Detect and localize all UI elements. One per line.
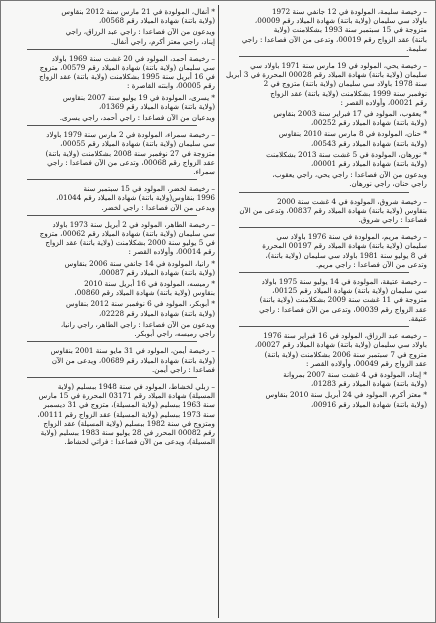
entry-line: سي سليمان (ولاية باتنة) شهادة الميلاد رقم 00062، متزوج — [39, 229, 215, 239]
entry-line: باتنة) عقد الزواج رقم 00019، وتدعى من الآن فصاعدا : راجي — [241, 34, 427, 44]
entry-line: راجي رميسه، راجي أبوبكر. — [134, 329, 215, 339]
entry-separator — [239, 272, 409, 273]
entry-line: (ولاية باتنة) شهادة الميلاد رقم 00001، — [310, 159, 427, 169]
decree-entry — [9, 184, 215, 212]
entry-line: وتدعى من الآن فصاعدا : راجي مريم. — [315, 259, 427, 269]
entry-line: المسيلة)، ويدعى من الآن فصاعدا : فراتي لخشاط. — [64, 437, 215, 447]
entry-separator — [239, 56, 409, 57]
entry-line: سي سليمان (ولاية باتنة) شهادة الميلاد رقم 00579، متزوج — [39, 63, 215, 73]
entry-line: في 8 يوليو سنة 1981 باولاد سي سليمان (ولاية باتنة)، — [265, 250, 427, 260]
entry-line: باولاد سي سليمان (ولاية باتنة) شهادة الميلاد رقم 00027، — [254, 340, 427, 350]
decree-entry — [9, 259, 215, 277]
entry-line: – رخيصة أحمد، المولود في 20 غشت سنة 1969 باولاد — [51, 53, 215, 63]
entry-separator — [27, 341, 197, 342]
entry-line: باولاد سي سليمان (ولاية باتنة) شهادة الميلاد رقم 00009، — [254, 16, 427, 26]
entry-line: عتيقة. — [408, 313, 427, 323]
entry-separator — [27, 377, 197, 378]
entry-line: – رخيصة يحي، المولود في 19 مارس سنة 1971 باولاد سي — [250, 61, 427, 71]
decree-entry — [221, 109, 427, 127]
entry-line: رقم 00014، وأولاده القصر : — [128, 247, 215, 257]
decree-entry — [9, 220, 215, 257]
entry-line: ويدعيان من الآن فصاعدا : راجي أحمد، راجي يسرى. — [59, 113, 215, 123]
entry-line: سنة 1973 ببسليم (ولاية المسيلة) عقد الزواج رقم 00111، — [37, 409, 215, 419]
entry-line: سليمان (ولاية باتنة) شهادة الميلاد رقم 00028 المحررة في 3 أبريل — [226, 70, 427, 80]
entry-line: رقم 00082 المحرر في 28 يوليو سنة 1983 ببسليم (ولاية — [40, 427, 215, 437]
entry-line: سنة 1978 باولاد سي سليمان (ولاية باتنة) متزوج في 2 — [263, 79, 427, 89]
entry-line: * أبوبكر، المولود في 6 نوفمبر سنة 2012 بنقاوس — [65, 299, 215, 309]
entry-line: – رخيصة عتيقة، المولودة في 14 يوليو سنة 1975 باولاد — [261, 277, 427, 287]
entry-line: – رخيصة شروق، المولودة في 4 غشت سنة 2000 — [277, 196, 427, 206]
entry-line: بنقاوس (ولاية باتنة) شهادة الميلاد رقم 00860، — [74, 288, 215, 298]
right-column — [221, 7, 427, 618]
entry-line: (ولاية باتنة) شهادة الميلاد رقم 01283، — [310, 379, 427, 389]
decree-entry — [221, 7, 427, 53]
left-column — [9, 7, 215, 618]
entry-line: سمراء. — [193, 167, 215, 177]
entry-line: – رخيصة مريم، المولودة في سنة 1976 باولاد سي — [276, 232, 427, 242]
column-divider — [218, 5, 219, 618]
entry-line: عقد الزواج رقم 00039، وتدعى من الآن فصاعدا : راجي — [259, 304, 427, 314]
entry-line: راجي حنان، راجي نورهان. — [349, 179, 427, 189]
entry-line: سي سليمان (ولاية باتنة) شهادة الميلاد رقم 00055، — [60, 139, 215, 149]
entry-line: * رانيا، المولودة في 14 جانفي سنة 2006 بنقاوس — [64, 258, 215, 268]
entry-separator — [27, 179, 197, 180]
entry-line: ومتزوج في سنة 1982 ببسليم (ولاية المسيلة) عقد الزواج — [43, 418, 215, 428]
entry-line: ويدعون من الآن فصاعدا : راجي الطاهر، راجي رانيا، — [60, 319, 215, 329]
decree-entry — [221, 61, 427, 107]
entry-line: متزوج في 7 سبتمبر سنة 2006 بشكلامنت (ولاية باتنة) — [264, 349, 427, 359]
entry-line: متزوجة في 11 غشت سنة 2009 بشكلامنت (ولاية باتنة) — [259, 295, 427, 305]
entry-line: فصاعدا : راجي أيمن. — [151, 364, 215, 374]
entry-line: – رخيصة أيمن، المولود في 31 مايو سنة 2001 بنقاوس — [50, 346, 215, 356]
decree-entry — [9, 279, 215, 297]
entry-line: متزوجة في 15 سبتمبر سنة 1993 بشكلامنت (ولاية — [273, 25, 427, 35]
entry-line: في 5 يوليو سنة 2000 بشكلامنت (ولاية باتنة) عقد الزواج — [45, 238, 215, 248]
decree-entry — [221, 370, 427, 388]
entry-line: 1996 بنقاوس(ولاية باتنة) شهادة الميلاد رقم 01044، — [56, 193, 215, 203]
decree-entry — [221, 129, 427, 147]
entry-line: عقد الزواج رقم 00049، وأولاده القصر : — [305, 358, 427, 368]
entry-line: رقم 00005، وابنته القاصرة : — [127, 81, 215, 91]
decree-entry — [9, 93, 215, 111]
entry-line: إيناد، راجي معتز أكرم، راجي أنفال. — [110, 36, 215, 46]
entry-line: * معتز أكرم، المولود في 24 أبريل سنة 2010 بنقاوس — [265, 390, 427, 400]
entry-line: سليمة. — [406, 43, 427, 53]
decree-entry — [9, 27, 215, 45]
entry-line: (ولاية باتنة) شهادة الميلاد رقم 00689، ويدعى من الآن — [51, 355, 215, 365]
entry-line: – زبلي لخشاط، المولود في سنة 1948 ببسليم (ولاية — [57, 381, 215, 391]
decree-entry — [221, 170, 427, 188]
entry-line: – رخيصه عبد الرزاق، المولود في 16 فبراير سنة 1976 — [263, 331, 427, 341]
entry-separator — [239, 192, 409, 193]
entry-line: (ولاية باتنة) شهادة الميلاد رقم 00543، — [310, 138, 427, 148]
entry-separator — [27, 125, 197, 126]
decree-entry — [9, 346, 215, 374]
entry-line: * نورهان، المولودة في 5 غشت سنة 2013 بشكلامنت — [266, 149, 427, 159]
entry-line: – رخيصة الطاهر، المولود في 2 أبريل سنة 1973 باولاد — [52, 219, 215, 229]
entry-line: (ولاية باتنة) شهادة الميلاد رقم 01369، — [98, 101, 215, 111]
entry-line: سليمان (ولاية باتنة) شهادة الميلاد رقم 00197 المحررة — [262, 241, 427, 251]
entry-line: بنقاوس (ولاية باتنة) شهادة الميلاد رقم 00837، وتدعى من الآن — [239, 205, 427, 215]
entry-line: * أنفال، المولودة في 21 مارس سنة 2012 بنقاوس — [61, 7, 215, 16]
entry-line: * يعقوب، المولود في 17 فبراير سنة 2003 بنقاوس — [273, 109, 427, 119]
decree-entry — [221, 150, 427, 168]
entry-line: ويدعون من الآن فصاعدا : راجي يحي، راجي يعقوب، — [272, 170, 427, 180]
entry-separator — [239, 326, 409, 327]
entry-line: المسيلة) شهادة الميلاد رقم 03171 المحررة في 15 مارس — [38, 391, 215, 401]
entry-line: سنة 1963 ببسليم (ولاية المسيلة)، متزوج في 31 ديسمبر — [43, 400, 215, 410]
entry-line: (ولاية باتنة) شهادة الميلاد رقم 00568، — [98, 16, 215, 26]
entry-line: * يسرى، المولودة في 19 يوليو سنة 2007 بنقاوس — [62, 92, 215, 102]
decree-entry — [221, 390, 427, 408]
entry-line: ويدعى من الآن فصاعدا : راجي لخضر. — [101, 202, 215, 212]
decree-entry — [221, 331, 427, 368]
entry-line: * إيناد، المولودة في 4 غشت سنة 2007 بمروانة — [283, 369, 427, 379]
entry-separator — [239, 227, 409, 228]
entry-line: ويدعون من الآن فصاعدا : راجي عبد الرزاق، راجي — [65, 27, 215, 37]
entry-line: * رميسه، المولودة في 16 أبريل سنة 2010 — [84, 279, 215, 289]
decree-entry — [9, 299, 215, 317]
entry-line: سي سليمان (ولاية باتنة) شهادة الميلاد رقم 00125، — [272, 286, 427, 296]
entry-line: – رخيصة سليمة، المولودة في 12 جانفي سنة 1972 — [271, 7, 427, 16]
entry-line: نوفمبر سنة 1999 بشكلامنت (ولاية باتنة) عقد الزواج — [270, 88, 427, 98]
entry-separator — [27, 49, 197, 50]
decree-entry — [9, 320, 215, 338]
entry-line: – رخيصة لخضر، المولود في 15 سبتمبر سنة — [83, 184, 215, 194]
entry-line: رقم 00021، وأولاده القصر : — [340, 97, 427, 107]
decree-entry — [9, 54, 215, 91]
entry-separator — [27, 215, 197, 216]
entry-line: في 16 أبريل سنة 1995 بشكلامنت (ولاية باتنة) عقد الزواج — [39, 72, 215, 82]
entry-line: متزوجة في 27 نوفمبر سنة 2008 بشكلامنت (ولاية باتنة) — [45, 148, 215, 158]
decree-entry — [221, 277, 427, 323]
decree-entry — [9, 382, 215, 446]
entry-line: (ولاية باتنة) شهادة الميلاد رقم 00916، — [310, 399, 427, 409]
entry-line: (ولاية باتنة) شهادة الميلاد رقم 00252، — [310, 118, 427, 128]
decree-entry — [221, 232, 427, 269]
decree-entry — [9, 113, 215, 122]
entry-line: (ولاية باتنة) شهادة الميلاد رقم 02228، — [98, 308, 215, 318]
entry-line: فصاعدا : راجي شروق. — [358, 215, 427, 225]
decree-entry — [9, 130, 215, 176]
decree-entry — [221, 197, 427, 225]
entry-line: (ولاية باتنة) شهادة الميلاد رقم 00087، — [98, 267, 215, 277]
entry-line: عقد الزواج رقم 00068، وتدعى من الآن فصاعدا : راجي — [47, 157, 215, 167]
entry-line: * حنان، المولودة في 8 مارس سنة 2010 بنقاوس — [278, 129, 427, 139]
decree-entry — [9, 7, 215, 25]
entry-line: – رخيصة سمراء، المولودة في 2 مارس سنة 1979 باولاد — [46, 130, 215, 140]
